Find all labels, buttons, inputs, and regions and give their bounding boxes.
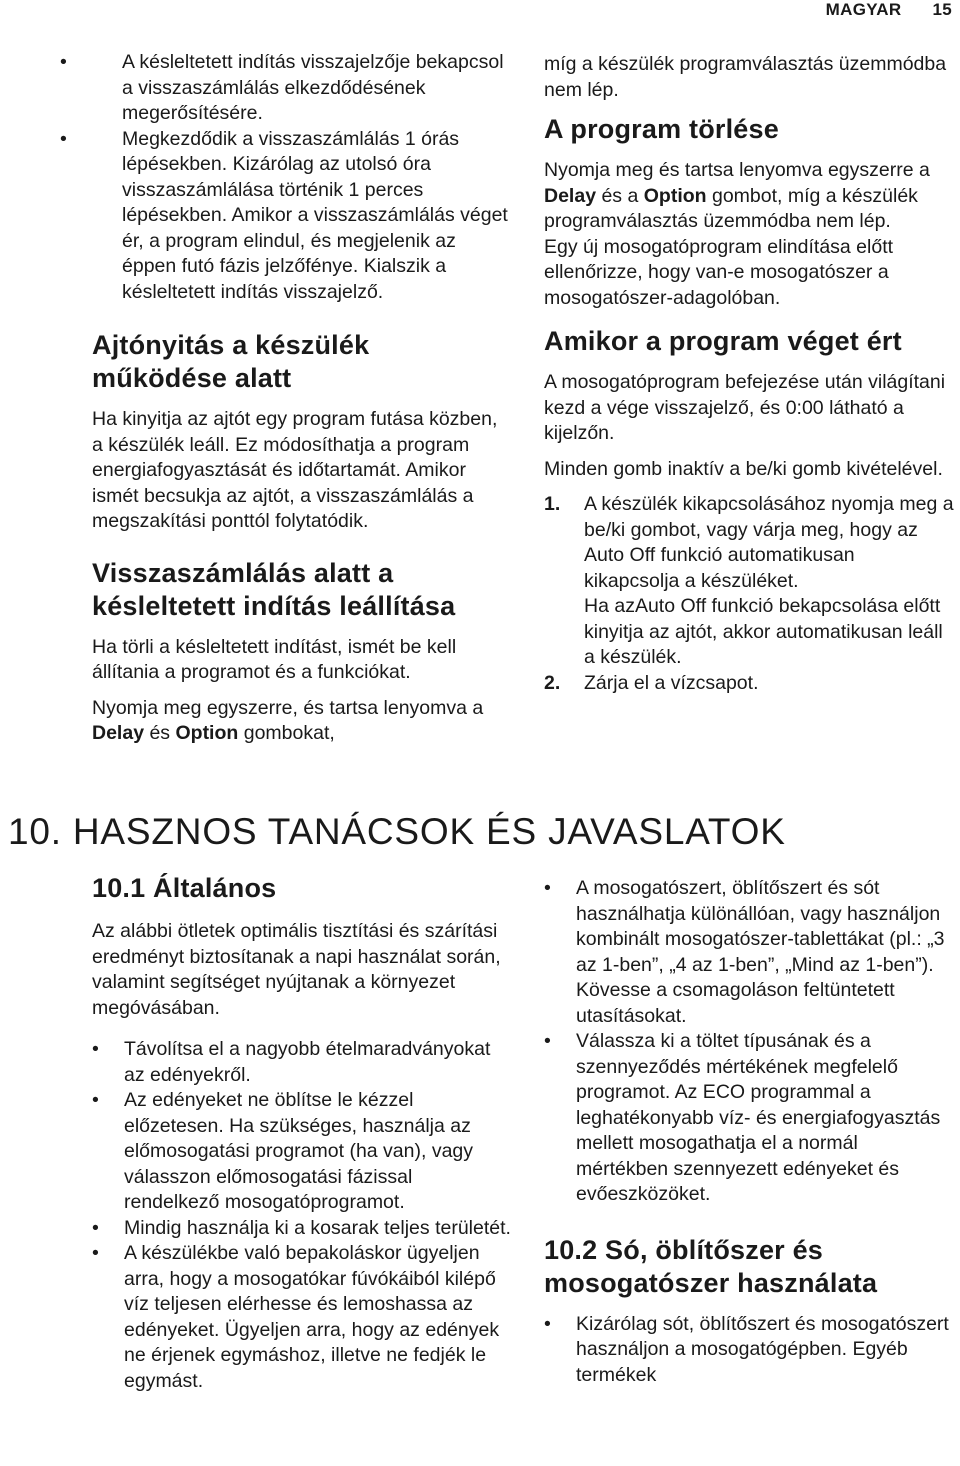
list-item: • A készülékbe való bepakoláskor ügyeljen arra, hogy a mosogatókar fúvókáiból kilépő víz teljesen elérhesse és lemoshassa az edényeket. Ügyeljen arra, hogy az edények ne érjenek egymáshoz, illetve ne fedjék le egymást. [92, 1241, 512, 1394]
lower-left-column [92, 872, 512, 1394]
and-word: és a [596, 184, 644, 207]
step-extra: Ha azAuto Off funkció bekapcsolása előtt kinyitja az ajtót, akkor automatikusan leáll a készülék. [584, 595, 943, 668]
delete-note: Egy új mosogatóprogram elindítása előtt ellenőrizze, hogy van-e mosogatószer a mosogatószer-adagolóban. [544, 235, 894, 309]
delete-text [544, 158, 954, 235]
list-item: • Válassza ki a töltet típusának és a szennyeződés mértékének megfelelő programot. Az ECO programmal a leghatékonyabb víz- és energiafogyasztás mellett mosogathatja el a normál mértékben szennyezett edényeket és evőeszközöket. [544, 1029, 954, 1208]
list-item: • Kizárólag sót, öblítőszert és mosogatószert használjon a mosogatógépben. Egyéb termékek [544, 1312, 954, 1389]
cancel-heading: Visszaszámlálás alatt a késleltetett indítás leállítása [92, 557, 456, 621]
end-text: A mosogatóprogram befejezése után világítani kezd a vége visszajelző, és 0:00 látható a kijelzőn. [544, 371, 946, 444]
salt-bullets [544, 1312, 954, 1389]
inactive-text: Minden gomb inaktív a be/ki gomb kivételével. [544, 457, 943, 480]
end-steps [544, 492, 954, 696]
salt-heading: 10.2 Só, öblítőszer és mosogatószer használata [544, 1234, 878, 1298]
step-text: Zárja el a vízcsapot. [584, 671, 759, 694]
delay-button-label: Delay [92, 722, 145, 744]
door-heading: Ajtónyitás a készülék működése alatt [92, 330, 370, 393]
list-item: • Távolítsa el a nagyobb ételmaradványokat az edényekről. [92, 1037, 512, 1088]
list-item [544, 671, 954, 697]
section-title: 10. HASZNOS TANÁCSOK ÉS JAVASLATOK [8, 811, 786, 852]
option-button-label: Option [643, 184, 707, 207]
lower-right-column [544, 876, 954, 1388]
page-header [826, 0, 952, 20]
continuation-text: míg a készülék programválasztás üzemmódba nem lép. [544, 53, 947, 101]
list-item: • Mindig használja ki a kosarak teljes területét. [92, 1216, 512, 1242]
language-label: MAGYAR [825, 0, 902, 19]
list-item-text: Megkezdődik a visszaszámlálás 1 órás lépésekben. Kizárólag az utolsó óra visszaszámlálása történik 1 perces lépésekben. Amikor a visszaszámlálás véget ér, a program elindul, és megjelenik az éppen futó fázis jelzőfénye. Kialszik a késleltetett indítás visszajelző. [122, 127, 508, 303]
delay-start-bullets [100, 50, 512, 305]
delete-intro: Nyomja meg és tartsa lenyomva egyszerre a [544, 159, 930, 181]
upper-left-column [92, 50, 512, 757]
press-buttons-text [92, 696, 512, 747]
press-intro: Nyomja meg egyszerre, és tartsa lenyomva a [92, 696, 484, 719]
page-number: 15 [932, 0, 952, 19]
delete-outro: gombot, míg a készülék programválasztás üzemmódba nem lép. [544, 184, 918, 232]
general-bullets [92, 1037, 512, 1394]
step-number: 1. [544, 493, 561, 515]
step-number: 2. [544, 671, 561, 694]
step-text: A készülék kikapcsolásához nyomja meg a be/ki gombot, vagy várja meg, hogy az Auto Off funkció automatikusan kikapcsolja a készüléket. [584, 493, 954, 592]
list-item: • A mosogatószert, öblítőszert és sót használhatja különállóan, vagy használjon kombinált mosogatószer-tablettákat (pl.: „3 az 1-ben”, „4 az 1-ben”, „Mind az 1-ben”). Kövesse a csomagoláson feltüntetett utasításokat. [544, 876, 954, 1029]
upper-right-column [544, 52, 954, 696]
delete-heading: A program törlése [544, 114, 779, 144]
list-item [544, 492, 954, 671]
press-outro: gombokat, [238, 722, 335, 744]
door-text: Ha kinyitja az ajtót egy program futása közben, a készülék leáll. Ez módosíthatja a program energiafogyasztását és időtartamát. Amikor ismét becsukja az ajtót, a visszaszámlálás a megszakítási ponttól folytatódik. [92, 408, 498, 532]
and-word: és [144, 722, 176, 744]
general-text: Az alábbi ötletek optimális tisztítási és szárítási eredményt biztosítanak a napi használat során, valamint segítséget nyújtanak a környezet megóvásában. [92, 920, 501, 1019]
list-item [60, 127, 512, 306]
end-heading: Amikor a program véget ért [544, 326, 902, 356]
cancel-text: Ha törli a késleltetett indítást, ismét be kell állítania a programot és a funkciókat. [92, 635, 457, 683]
list-item: • A késleltetett indítás visszajelzője bekapcsol a visszaszámlálás elkezdődésének megerősítésére. [60, 50, 512, 127]
general-heading: 10.1 Általános [92, 873, 277, 903]
option-button-label: Option [175, 722, 239, 744]
detergent-bullets [544, 876, 954, 1208]
delay-button-label: Delay [544, 184, 597, 207]
list-item: • Az edényeket ne öblítse le kézzel előzetesen. Ha szükséges, használja az előmosogatási programot (ha van), vagy válasszon előmosogatási fázissal rendelkező mosogatóprogramot. [92, 1088, 512, 1216]
